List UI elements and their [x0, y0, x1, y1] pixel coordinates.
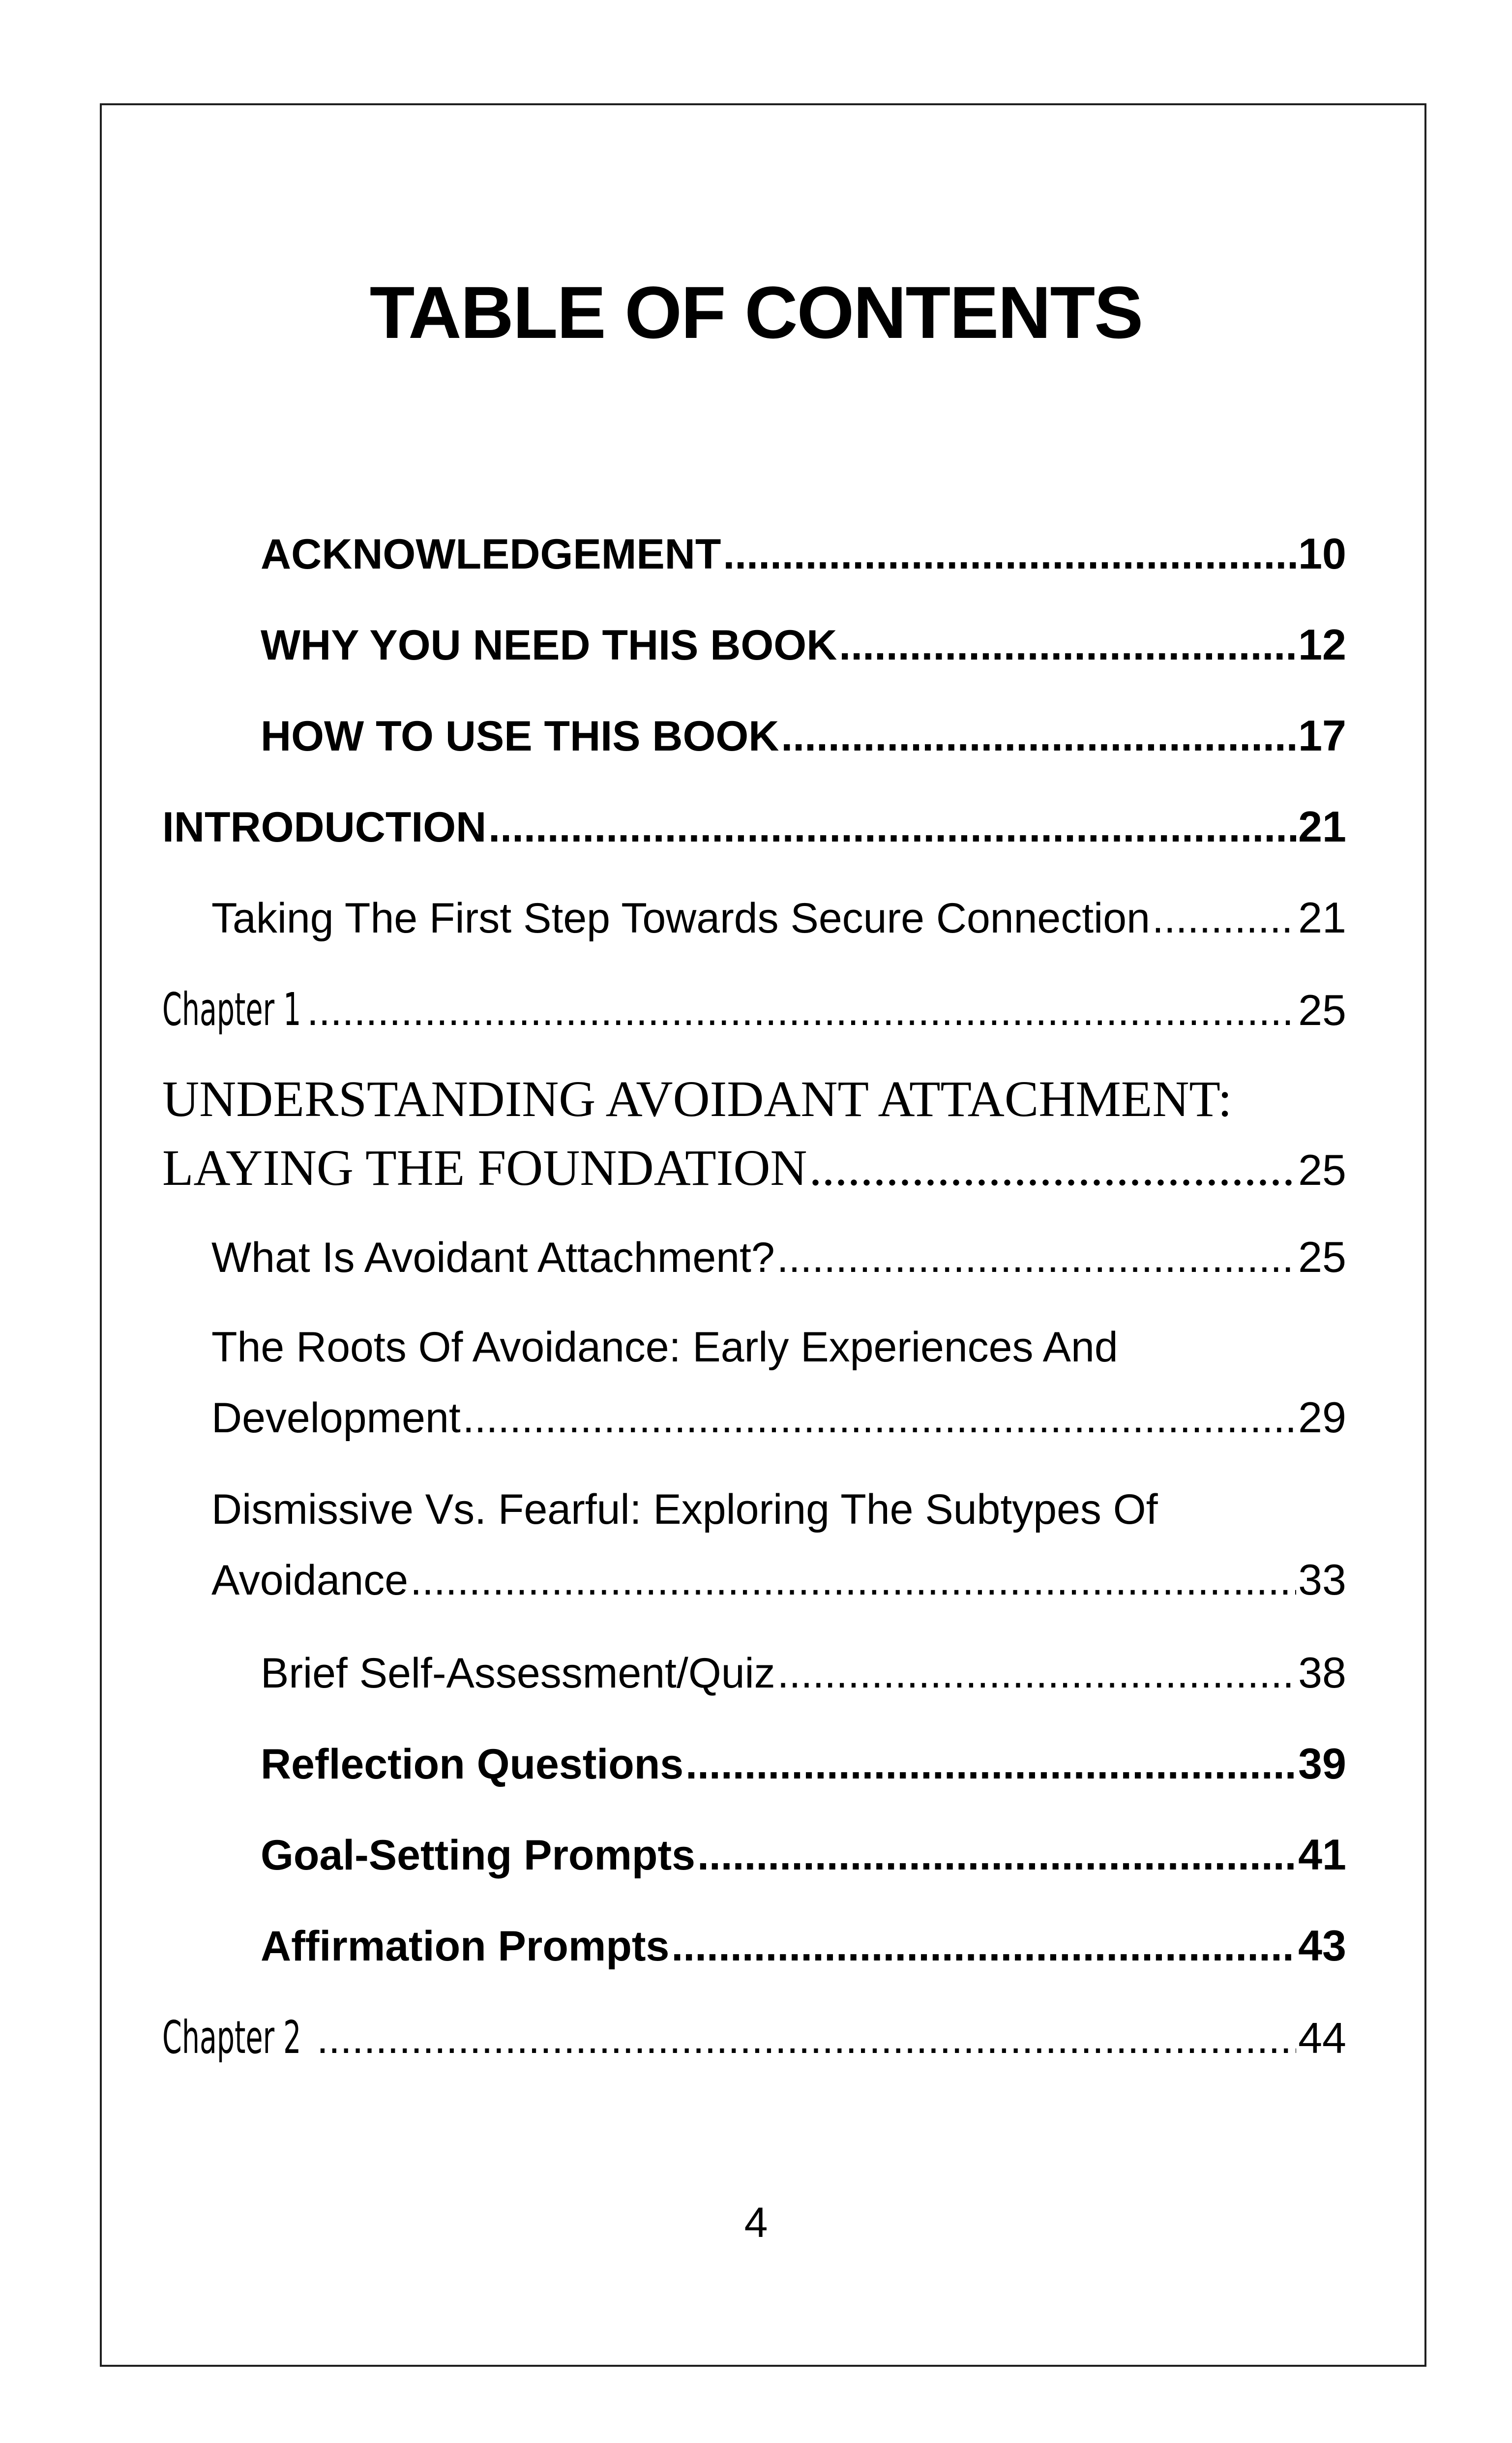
toc-entry-label: INTRODUCTION: [162, 804, 487, 851]
toc-entry-goal-setting[interactable]: [261, 1830, 1346, 1880]
dot-leader: [463, 1394, 1296, 1443]
toc-entry-dismissive-vs-fearful[interactable]: [211, 1485, 1346, 1605]
toc-entry-label-line1: UNDERSTANDING AVOIDANT ATTACHMENT:: [162, 1071, 1232, 1127]
toc-entry-page: 29: [1298, 1392, 1346, 1442]
toc-entry-label-line1: Dismissive Vs. Fearful: Exploring The Subtypes Of: [211, 1486, 1158, 1533]
dot-leader: [781, 712, 1296, 761]
dot-leader: [697, 1831, 1296, 1880]
dot-leader: [777, 1234, 1296, 1282]
toc-entry-what-is-avoidant[interactable]: [211, 1232, 1346, 1282]
toc-entry-label: Chapter 1: [162, 983, 301, 1036]
toc-entry-label: Goal-Setting Prompts: [261, 1832, 695, 1879]
toc-entry-introduction[interactable]: [162, 802, 1346, 852]
dot-leader: [410, 1556, 1296, 1605]
toc-entry-label: Taking The First Step Towards Secure Connection: [211, 895, 1150, 942]
toc-entry-page: 38: [1298, 1648, 1346, 1697]
toc-entry-page: 43: [1298, 1921, 1346, 1970]
toc-entry-page: 25: [1298, 986, 1346, 1034]
dot-leader: [723, 530, 1296, 579]
toc-entry-label-line2: Avoidance: [211, 1556, 409, 1604]
toc-title: TABLE OF CONTENTS: [369, 271, 1143, 354]
toc-entry-page: 39: [1298, 1739, 1346, 1788]
toc-entry-label: Chapter 2: [162, 2011, 301, 2064]
toc-entry-understanding-avoidant[interactable]: [162, 1065, 1346, 1203]
toc-entry-first-step[interactable]: [211, 893, 1346, 943]
toc-entry-label: Brief Self-Assessment/Quiz: [261, 1650, 775, 1697]
toc-entry-label-line2: Development: [211, 1394, 461, 1442]
toc-entry-page: 25: [1298, 1146, 1346, 1195]
toc-entry-acknowledgement[interactable]: [261, 529, 1346, 579]
dot-leader: [839, 621, 1296, 670]
toc-entry-self-assessment[interactable]: [261, 1648, 1346, 1698]
toc-entry-label: Reflection Questions: [261, 1741, 684, 1788]
dot-leader: [1152, 894, 1296, 943]
dot-leader: [777, 1649, 1296, 1698]
toc-entry-label: What Is Avoidant Attachment?: [211, 1234, 775, 1281]
toc-entry-page: 41: [1298, 1830, 1346, 1879]
toc-entry-chapter-1[interactable]: [162, 984, 1346, 1036]
toc-entry-label: HOW TO USE THIS BOOK: [261, 713, 779, 760]
toc-entry-label-line1: The Roots Of Avoidance: Early Experiences And: [211, 1324, 1118, 1371]
dot-leader: [685, 1740, 1296, 1789]
dot-leader: [671, 1922, 1296, 1971]
dot-leader: [307, 987, 1296, 1035]
toc-entry-page: 10: [1298, 529, 1346, 578]
page-number: 4: [744, 2199, 768, 2246]
toc-entry-label: WHY YOU NEED THIS BOOK: [261, 622, 837, 669]
toc-entry-chapter-2[interactable]: [162, 2012, 1346, 2064]
dot-leader: [317, 2015, 1296, 2063]
toc-entry-page: 21: [1298, 802, 1346, 851]
toc-entry-roots-of-avoidance[interactable]: [211, 1323, 1346, 1443]
toc-entry-page: 33: [1298, 1555, 1346, 1604]
toc-entry-page: 12: [1298, 620, 1346, 669]
toc-entry-label-line2: LAYING THE FOUNDATION: [162, 1140, 807, 1197]
dot-leader: [488, 803, 1296, 852]
toc-entry-how-to-use[interactable]: [261, 711, 1346, 761]
toc-entry-page: 25: [1298, 1233, 1346, 1281]
dot-leader: [809, 1134, 1297, 1203]
toc-entry-page: 44: [1298, 2014, 1346, 2062]
toc-entry-affirmation[interactable]: [261, 1921, 1346, 1971]
toc-entry-label: ACKNOWLEDGEMENT: [261, 531, 721, 578]
toc-entry-label: Affirmation Prompts: [261, 1923, 670, 1970]
toc-entry-reflection-questions[interactable]: [261, 1739, 1346, 1789]
toc-entry-page: 17: [1298, 711, 1346, 760]
toc-entry-page: 21: [1298, 893, 1346, 942]
toc-entry-why-you-need[interactable]: [261, 620, 1346, 670]
